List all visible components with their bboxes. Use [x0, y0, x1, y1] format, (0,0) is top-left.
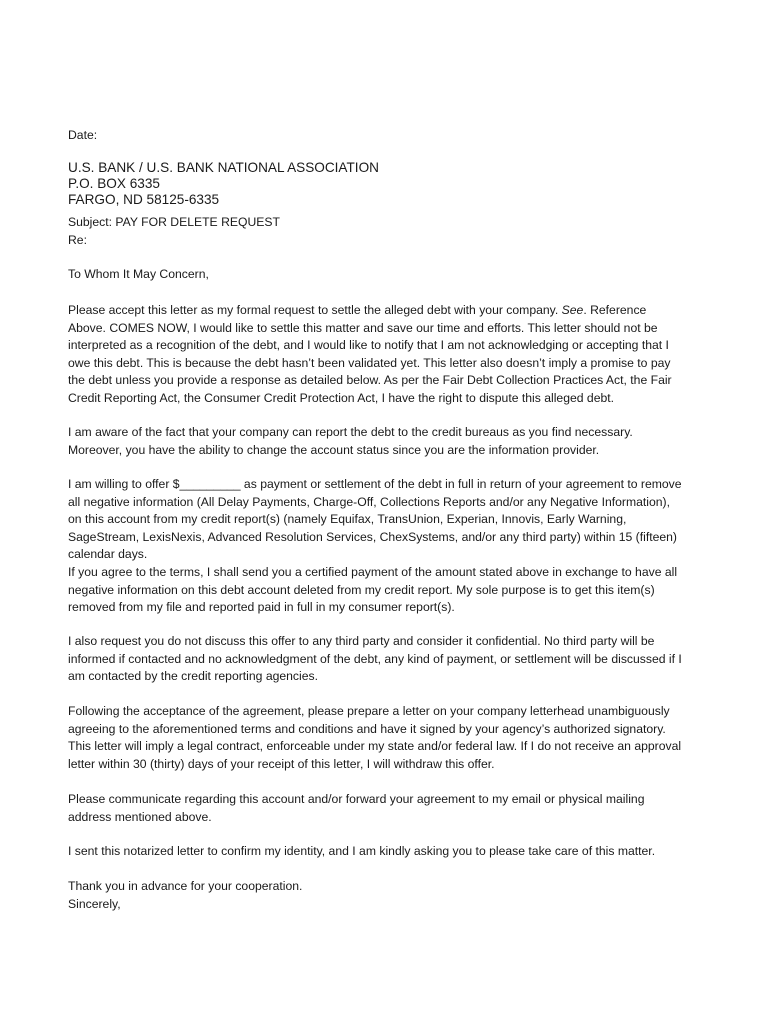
closing — [68, 878, 708, 913]
recipient-po-box: P.O. BOX 6335 — [68, 175, 160, 191]
date-label: Date: — [68, 128, 98, 142]
paragraph-line: removed from my file and reported paid in full in my consumer report(s). — [68, 600, 455, 615]
paragraph-line: This letter will imply a legal contract, enforceable under my state and/or federal law. If I do not receive an approval — [68, 739, 682, 754]
paragraph-line: owe this debt. This is because the debt hasn’t been validated yet. This letter also doesn’t imply a promise to pay — [68, 355, 671, 370]
paragraph-line: Please accept this letter as my formal request to settle the alleged debt with your company. See. Reference — [68, 303, 647, 317]
paragraph-line: Credit Reporting Act, the Consumer Credit Protection Act, I have the right to dispute this alleged debt. — [68, 390, 615, 405]
paragraph-line: negative information on this debt account deleted from my credit report. My sole purpose is to get this item(s) — [68, 582, 655, 597]
paragraph-line: Please communicate regarding this account and/or forward your agreement to my email or physical mailing — [68, 792, 645, 806]
letter-page — [68, 0, 708, 1024]
salutation: To Whom It May Concern, — [68, 267, 209, 281]
paragraph-line: calendar days. — [68, 547, 148, 562]
paragraph-agreement-letter — [68, 703, 708, 773]
paragraph-line: informed if contacted and no acknowledgment of the debt, any kind of payment, or settlement will be discussed if I — [68, 651, 682, 666]
paragraph-line: address mentioned above. — [68, 809, 212, 824]
paragraph-line: the debt unless you provide a response as detailed below. As per the Fair Debt Collection Practices Act, the Fair — [68, 373, 672, 388]
paragraph-line: on this account from my credit report(s) (namely Equifax, TransUnion, Experian, Innovis, Early Warning, — [68, 512, 627, 527]
paragraph-line: If you agree to the terms, I shall send you a certified payment of the amount stated above in exchange to have all — [68, 564, 678, 579]
recipient-city-state-zip: FARGO, ND 58125-6335 — [68, 191, 220, 207]
paragraph-line: am contacted by the credit reporting agencies. — [68, 669, 318, 684]
paragraph-settlement-request — [68, 302, 708, 408]
subject-block — [68, 214, 708, 249]
paragraph-line: agreeing to the aforementioned terms and conditions and have it signed by your agency’s authorized signatory. — [68, 721, 666, 736]
paragraph-notarized — [68, 843, 708, 861]
re-line: Re: — [68, 232, 87, 247]
paragraph-line: all negative information (All Delay Payments, Charge-Off, Collections Reports and/or any Negative Information), — [68, 494, 670, 509]
paragraph-line: Following the acceptance of the agreement, please prepare a letter on your company letterhead unambiguously — [68, 704, 670, 718]
paragraph-communication — [68, 791, 708, 826]
recipient-address — [68, 160, 708, 207]
paragraph-line: I sent this notarized letter to confirm my identity, and I am kindly asking you to please take care of this matter. — [68, 844, 656, 858]
paragraph-line: Above. COMES NOW, I would like to settle this matter and save our time and efforts. This letter should not be — [68, 320, 658, 335]
closing-sincerely: Sincerely, — [68, 896, 121, 911]
paragraph-line: I am aware of the fact that your company can report the debt to the credit bureaus as you find necessary. — [68, 425, 633, 439]
paragraph-line: SageStream, LexisNexis, Advanced Resolution Services, ChexSystems, and/or any third party) within 15 (fifteen) — [68, 529, 677, 544]
recipient-name: U.S. BANK / U.S. BANK NATIONAL ASSOCIATION — [68, 160, 379, 175]
subject-line: Subject: PAY FOR DELETE REQUEST — [68, 215, 280, 229]
paragraph-payment-offer — [68, 476, 708, 617]
paragraph-line: interpreted as a recognition of the debt, and I would like to notify that I am not acknowledging or accepting that I — [68, 338, 669, 353]
paragraph-line: I am willing to offer $_________ as payment or settlement of the debt in full in return of your agreement to remove — [68, 477, 682, 491]
paragraph-credit-bureaus — [68, 424, 708, 459]
paragraph-line: Moreover, you have the ability to change the account status since you are the information provider. — [68, 442, 600, 457]
paragraph-line: letter within 30 (thirty) days of your receipt of this letter, I will withdraw this offer. — [68, 756, 495, 771]
paragraph-line: I also request you do not discuss this offer to any third party and consider it confidential. No third party will be — [68, 634, 655, 648]
closing-thanks: Thank you in advance for your cooperation. — [68, 879, 303, 893]
paragraph-confidentiality — [68, 633, 708, 686]
